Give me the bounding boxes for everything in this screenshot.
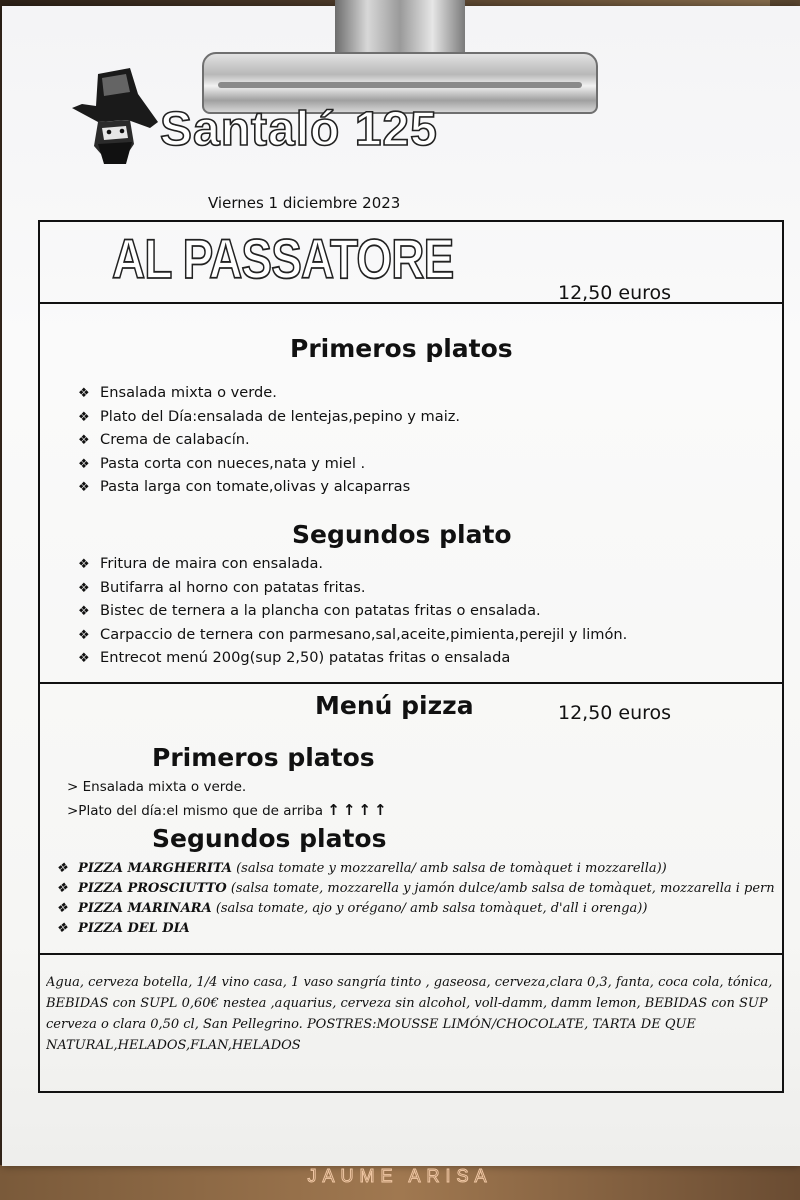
primeros-list bbox=[78, 381, 460, 499]
list-item: ❖ PIZZA MARINARA (salsa tomate, ajo y orégano/ amb salsa tomàquet, d'all i orenga)) bbox=[56, 899, 775, 919]
brand-title: Santaló 125 bbox=[160, 103, 438, 156]
pizza-primeros-item: > Ensalada mixta o verde. bbox=[67, 779, 247, 795]
list-item: ❖ Entrecot menú 200g(sup 2,50) patatas fritas o ensalada bbox=[78, 646, 627, 670]
bullet-icon: ❖ bbox=[78, 480, 90, 495]
bullet-icon: ❖ bbox=[78, 580, 90, 596]
bullet-icon: ❖ bbox=[56, 861, 68, 876]
bullet-icon: ❖ bbox=[78, 604, 90, 619]
divider bbox=[38, 302, 784, 304]
restaurant-name: AL PASSATORE bbox=[112, 227, 454, 290]
segundos-list bbox=[78, 552, 627, 670]
section-title-primeros: Primeros platos bbox=[290, 334, 513, 363]
photographer-watermark: JAUME ARISA bbox=[307, 1166, 493, 1186]
bullet-icon: ❖ bbox=[56, 921, 68, 936]
list-item: ❖ Butifarra al horno con patatas fritas. bbox=[78, 576, 627, 600]
bullet-icon: ❖ bbox=[78, 627, 90, 643]
list-item: ❖ PIZZA MARGHERITA (salsa tomate y mozzarella/ amb salsa de tomàquet i mozzarella)) bbox=[56, 859, 775, 879]
pizza-list bbox=[56, 859, 775, 939]
drinks-line: Agua, cerveza botella, 1/4 vino casa, 1 vaso sangría tinto , gaseosa, cerveza,clara 0,3, fanta, coca cola, tónica, bbox=[46, 975, 773, 990]
divider bbox=[38, 682, 784, 684]
pizza-menu-price: 12,50 euros bbox=[558, 702, 672, 724]
drinks-and-desserts bbox=[46, 972, 776, 1056]
man-with-hat-icon bbox=[68, 64, 160, 166]
list-item: ❖ Plato del Día:ensalada de lentejas,pepino y maiz. bbox=[78, 405, 460, 429]
bullet-icon: ❖ bbox=[78, 409, 90, 425]
drinks-line: cerveza o clara 0,50 cl, San Pellegrino. POSTRES:MOUSSE LIMÓN/CHOCOLATE, TARTA DE QUE bbox=[46, 1017, 696, 1032]
list-item: ❖ Bistec de ternera a la plancha con patatas fritas o ensalada. bbox=[78, 599, 627, 623]
list-item: ❖ Fritura de maira con ensalada. bbox=[78, 552, 627, 576]
pizza-segundos-title: Segundos platos bbox=[152, 824, 387, 853]
bullet-icon: ❖ bbox=[78, 557, 90, 572]
bullet-icon: ❖ bbox=[78, 651, 90, 666]
list-item: ❖ Pasta corta con nueces,nata y miel . bbox=[78, 452, 460, 476]
drinks-line: BEBIDAS con SUPL 0,60€ nestea ,aquarius, cerveza sin alcohol, voll-damm, damm lemon, BEBIDAS con SUP bbox=[46, 996, 768, 1011]
pizza-primeros-title: Primeros platos bbox=[152, 743, 375, 772]
menu-date: Viernes 1 diciembre 2023 bbox=[208, 194, 401, 212]
menu-price: 12,50 euros bbox=[558, 282, 672, 304]
bullet-icon: ❖ bbox=[78, 386, 90, 401]
section-title-segundos: Segundos plato bbox=[292, 520, 512, 549]
bullet-icon: ❖ bbox=[78, 433, 90, 448]
list-item: ❖ Pasta larga con tomate,olivas y alcaparras bbox=[78, 475, 460, 499]
bullet-icon: ❖ bbox=[56, 881, 68, 896]
section-title-menu-pizza: Menú pizza bbox=[315, 691, 474, 720]
list-item: ❖ Crema de calabacín. bbox=[78, 428, 460, 452]
bullet-icon: ❖ bbox=[78, 456, 90, 472]
pizza-primeros-item: >Plato del día:el mismo que de arriba ↑↑↑↑ bbox=[67, 801, 390, 819]
up-arrows-icon: ↑↑↑↑ bbox=[327, 801, 390, 819]
drinks-line: NATURAL,HELADOS,FLAN,HELADOS bbox=[46, 1038, 301, 1053]
bullet-icon: ❖ bbox=[56, 901, 68, 916]
divider bbox=[38, 953, 784, 955]
list-item: ❖ PIZZA PROSCIUTTO (salsa tomate, mozzarella y jamón dulce/amb salsa de tomàquet, mozzarella i pern bbox=[56, 879, 775, 899]
list-item: ❖ Carpaccio de ternera con parmesano,sal,aceite,pimienta,perejil y limón. bbox=[78, 623, 627, 647]
list-item: ❖ PIZZA DEL DIA bbox=[56, 919, 775, 939]
list-item: ❖ Ensalada mixta o verde. bbox=[78, 381, 460, 405]
